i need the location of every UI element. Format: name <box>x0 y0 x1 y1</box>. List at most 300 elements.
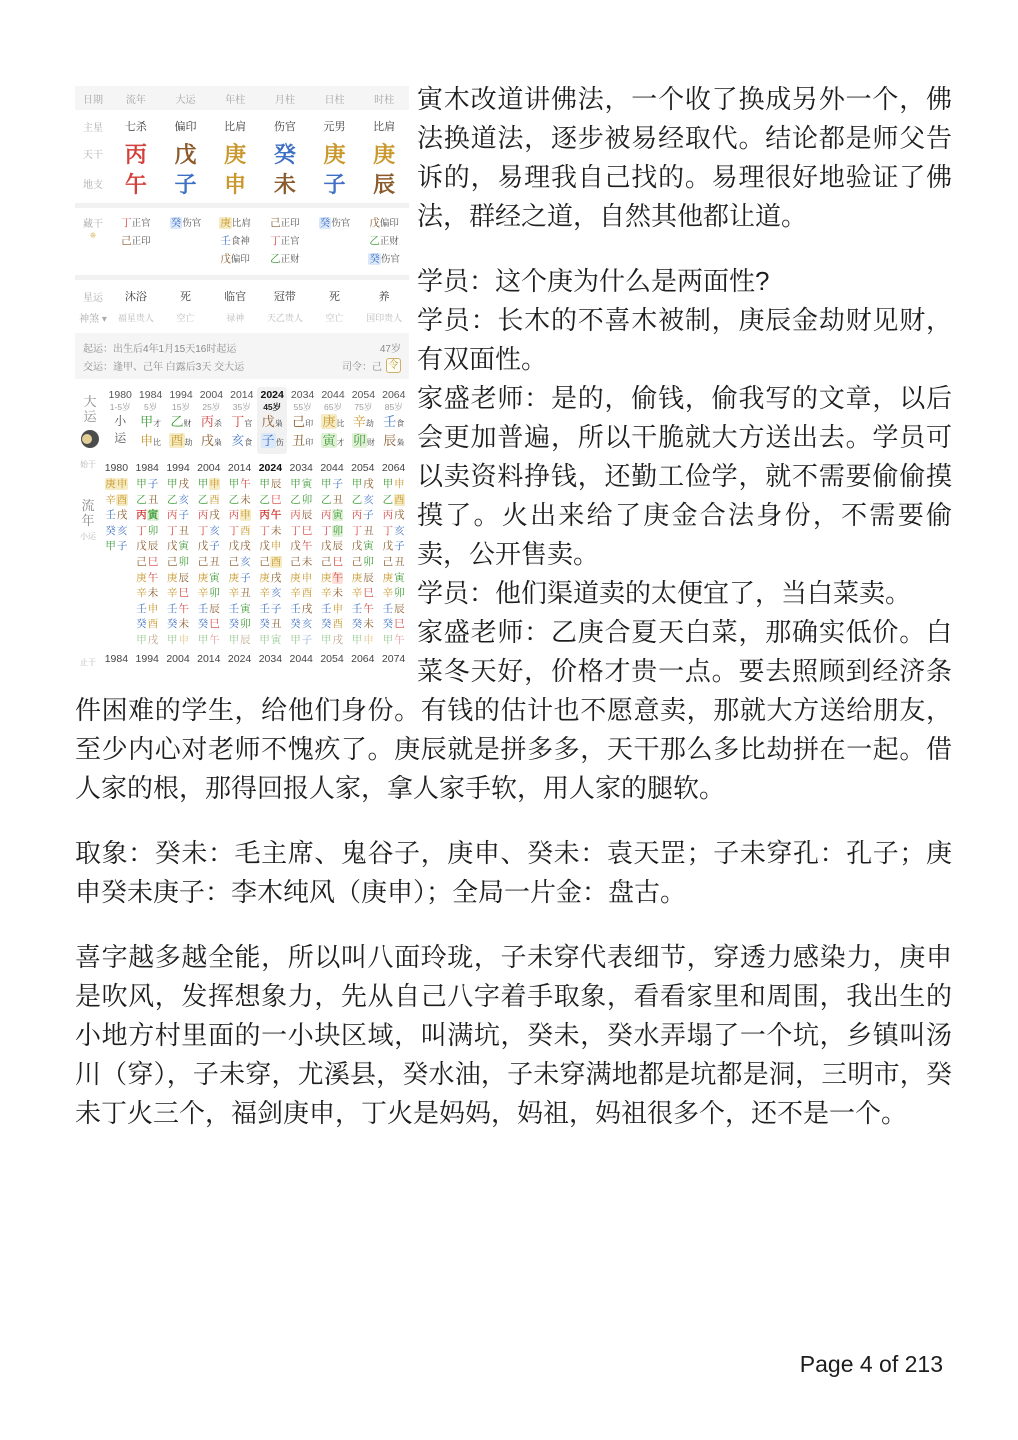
dayun-age: 45岁 <box>263 402 282 412</box>
column-header: 流年 <box>125 94 146 106</box>
ganzhi-branch: 酉 <box>147 618 159 631</box>
liunian-year: 1980 <box>104 462 129 474</box>
stem-char: 癸 <box>319 217 331 229</box>
liunian-cell <box>286 508 317 524</box>
liunian-cell <box>317 555 348 571</box>
dayun-column <box>379 387 409 454</box>
dayun-age: 5岁 <box>143 402 158 412</box>
ganzhi-branch: 戌 <box>301 602 313 615</box>
ganzhi-stem: 甲 <box>166 478 178 490</box>
liunian-cell <box>101 633 132 649</box>
ten-god-name: 比肩 <box>231 218 251 229</box>
ganzhi-branch: 丑 <box>147 493 159 506</box>
qiyun-text: 起运：出生后4年1月15天16时起运 <box>83 343 237 355</box>
ganzhi-stem: 庚 <box>136 571 147 584</box>
deity-name: 天乙贵人 <box>266 312 303 323</box>
ten-god-tag: 财 <box>183 419 192 428</box>
ten-god-tag: 财 <box>366 438 375 447</box>
ganzhi-stem: 壬 <box>166 602 178 615</box>
hidden-stem-entry <box>121 233 151 250</box>
ganzhi-branch: 未 <box>178 618 189 631</box>
liunian-year: 2054 <box>351 462 375 474</box>
liunian-cell <box>101 571 132 587</box>
ganzhi-char: 甲 <box>140 414 154 429</box>
dayun-year: 1994 <box>169 389 193 401</box>
ganzhi-stem: 辛 <box>105 493 116 506</box>
section-divider <box>75 275 409 280</box>
ganzhi-branch: 亥 <box>363 493 374 506</box>
liunian-cell <box>193 539 224 555</box>
liunian-cell <box>193 602 224 618</box>
ganzhi-branch: 寅 <box>147 509 159 522</box>
page-footer <box>800 1351 943 1378</box>
liunian-cell <box>163 555 194 571</box>
column-header: 大运 <box>175 94 196 106</box>
paragraph: 取象：癸未：毛主席、鬼谷子，庚申、癸未：袁天罡；子未穿孔：孔子；庚申癸未庚子：李木纯风（庚申）；全局一片金：盘古。 <box>75 838 952 907</box>
column-header: 日期 <box>83 94 103 106</box>
ganzhi-stem: 乙 <box>320 493 332 506</box>
hidden-stems-cell <box>310 215 360 232</box>
ganzhi-branch: 辰 <box>363 571 374 584</box>
liunian-year: 2064 <box>381 462 406 474</box>
liunian-cell <box>193 586 224 602</box>
dayun-ganzhi <box>227 413 257 432</box>
ganzhi-stem: 癸 <box>105 524 116 537</box>
liunian-cell <box>224 524 255 540</box>
ganzhi-branch: 亥 <box>178 493 189 506</box>
liunian-cell <box>163 571 194 587</box>
ganzhi-stem: 甲 <box>259 478 270 490</box>
ganzhi-stem: 辛 <box>136 587 147 600</box>
liunian-cell <box>224 571 255 587</box>
annual-luck-section <box>75 460 409 668</box>
dayun-column <box>166 387 196 454</box>
starts-at-label: 始于 <box>80 460 96 469</box>
liunian-cell <box>163 602 194 618</box>
ganzhi-branch: 寅 <box>209 571 220 584</box>
liunian-end-year: 2054 <box>320 652 344 665</box>
ganzhi-stem: 癸 <box>136 618 147 631</box>
ganzhi-stem: 丁 <box>259 524 270 537</box>
hidden-stems-row <box>75 213 409 270</box>
deity-name: 国印贵人 <box>366 312 403 323</box>
ganzhi-stem: 甲 <box>136 633 147 646</box>
ganzhi-branch: 申 <box>240 509 251 522</box>
ganzhi-branch: 丑 <box>240 587 251 600</box>
ganzhi-stem: 己 <box>166 555 178 568</box>
ganzhi-stem: 癸 <box>351 618 363 631</box>
xiaoyun-char: 运 <box>114 431 127 445</box>
ganzhi-branch: 寅 <box>178 540 189 553</box>
ganzhi-branch: 未 <box>363 618 374 631</box>
ganzhi-stem: 辛 <box>166 587 178 600</box>
ganzhi-stem: 己 <box>320 555 332 568</box>
liunian-cell <box>132 602 163 618</box>
ganzhi-stem: 庚 <box>105 478 116 490</box>
toggle-icon <box>81 430 99 448</box>
major-luck-section <box>75 387 409 454</box>
ganzhi-branch: 戌 <box>116 509 128 522</box>
liunian-cell <box>347 586 378 602</box>
ganzhi-stem: 己 <box>351 555 363 568</box>
liunian-cell <box>255 586 286 602</box>
liunian-cell <box>378 508 409 524</box>
liunian-cell <box>347 524 378 540</box>
liunian-cell <box>255 617 286 633</box>
ganzhi-branch: 申 <box>147 602 159 615</box>
liunian-cell <box>378 477 409 493</box>
ganzhi-branch: 亥 <box>394 524 405 537</box>
dayun-column <box>105 387 135 454</box>
ganzhi-branch: 巳 <box>178 587 189 600</box>
stem-char: 庚 <box>220 217 231 229</box>
dayun-age: 65岁 <box>324 402 342 412</box>
ganzhi-branch: 亥 <box>240 555 251 568</box>
liunian-cell <box>101 617 132 633</box>
ten-god-tag: 枭 <box>396 438 405 447</box>
ganzhi-char: 子 <box>261 433 275 448</box>
ten-god-tag: 食 <box>244 438 253 447</box>
main-star: 比肩 <box>224 121 247 133</box>
ganzhi-stem: 壬 <box>382 602 394 615</box>
hidden-stems-cell <box>111 215 161 250</box>
ganzhi-char: 庚 <box>322 414 336 429</box>
luck-start-box <box>75 333 409 379</box>
ganzhi-stem: 癸 <box>320 618 332 631</box>
stem-char: 乙 <box>270 253 281 265</box>
paragraph: 喜字越多越全能，所以叫八面玲珑，子未穿代表细节，穿透力感染力，庚申是吹风，发挥想象力，先从自己八字着手取象，看看家里和周围，我出生的小地方村里面的一小块区域，叫满坑，癸未，癸水弄塌了一个坑，乡镇叫汤川（穿），子未穿，尤溪县，癸水油，子未穿满地都是坑都是洞，三明市，癸未丁火三个，福剑庚申，丁火是妈妈，妈祖，妈祖很多个，还不是一个。 <box>75 942 952 1128</box>
earthly-branch: 午 <box>124 172 147 197</box>
ganzhi-stem: 乙 <box>351 493 363 506</box>
current-age: 47岁 <box>379 343 401 355</box>
ganzhi-stem: 丁 <box>197 524 209 537</box>
stem-char: 壬 <box>220 235 231 247</box>
liunian-cell <box>378 617 409 633</box>
ganzhi-stem: 辛 <box>290 587 301 600</box>
ganzhi-stem: 甲 <box>290 633 301 646</box>
dayun-column <box>227 387 257 454</box>
liunian-column <box>317 460 348 668</box>
ganzhi-stem: 己 <box>197 555 209 568</box>
main-star: 偏印 <box>174 121 197 133</box>
ganzhi-stem: 甲 <box>351 633 363 646</box>
liunian-column <box>163 460 194 668</box>
row-label: 天干 <box>83 150 103 161</box>
seal-icon: 令 <box>386 358 401 373</box>
dayun-ganzhi <box>318 413 348 432</box>
dayun-label: 大 运 <box>83 393 97 424</box>
ganzhi-stem: 甲 <box>166 633 178 646</box>
ganzhi-stem: 戊 <box>228 540 240 553</box>
ganzhi-stem: 壬 <box>290 602 301 615</box>
dayun-age: 55岁 <box>293 402 312 412</box>
dayun-year: 1984 <box>138 389 163 401</box>
liunian-cell <box>132 617 163 633</box>
ganzhi-branch: 未 <box>270 524 282 537</box>
dayun-ganzhi <box>135 413 165 432</box>
stem-char: 己 <box>270 217 281 229</box>
ganzhi-stem: 乙 <box>136 493 147 506</box>
ganzhi-branch: 午 <box>178 602 189 615</box>
liunian-cell <box>286 555 317 571</box>
ganzhi-stem: 庚 <box>320 571 332 584</box>
ganzhi-branch: 酉 <box>332 618 343 631</box>
liunian-cell <box>255 539 286 555</box>
ganzhi-branch: 戌 <box>394 509 405 522</box>
heavenly-stem: 癸 <box>273 142 296 167</box>
deities-row <box>75 307 409 327</box>
ten-god-tag: 才 <box>336 438 345 447</box>
liunian-cell <box>255 571 286 587</box>
ganzhi-branch: 丑 <box>363 524 374 537</box>
ganzhi-char: 丑 <box>292 433 306 448</box>
liunian-cell <box>317 571 348 587</box>
liunian-cell <box>224 586 255 602</box>
liunian-cell <box>101 602 132 618</box>
paragraph: 家盛老师：乙庚合夏天白菜，那确实低价。白菜冬天好，价格才贵一点。要去照顾到经济条件困难的学生，给他们身份。有钱的估计也不愿意卖，那就大方送给朋友，至少内心对老师不愧疚了。庚辰就是拼多多，天干那么多比劫拼在一起。借人家的根，那得回报人家，拿人家手软，用人家的腿软。 <box>75 617 952 803</box>
life-stage: 临官 <box>224 291 247 303</box>
column-header: 日柱 <box>324 94 345 106</box>
liunian-cell <box>378 493 409 509</box>
dayun-year: 2004 <box>199 389 224 401</box>
hidden-stem-entry <box>220 233 250 250</box>
ten-god-tag: 枭 <box>213 438 222 447</box>
liunian-cell <box>347 493 378 509</box>
ganzhi-branch: 亥 <box>270 587 282 600</box>
dayun-column <box>135 387 165 454</box>
dayun-ganzhi <box>227 432 257 451</box>
ten-god-name: 伤官 <box>331 218 351 229</box>
ganzhi-char: 寅 <box>322 433 336 448</box>
ganzhi-stem: 丁 <box>136 524 147 537</box>
dayun-year: 2054 <box>351 389 376 401</box>
ganzhi-branch: 丑 <box>178 524 189 537</box>
ganzhi-branch: 寅 <box>363 540 374 553</box>
liunian-cell <box>132 493 163 509</box>
ten-god-name: 正印 <box>280 218 300 229</box>
deity-name: 禄神 <box>226 312 245 323</box>
liunian-cell <box>101 524 132 540</box>
ten-god-name: 偏印 <box>379 218 399 229</box>
liunian-cell <box>224 602 255 618</box>
liunian-cell <box>255 555 286 571</box>
ganzhi-stem: 甲 <box>320 478 332 490</box>
main-star: 比肩 <box>373 121 396 133</box>
ganzhi-stem: 庚 <box>351 571 363 584</box>
liunian-cell <box>132 477 163 493</box>
ganzhi-branch: 巳 <box>332 555 343 568</box>
hidden-stem-entry <box>368 251 400 268</box>
ganzhi-stem: 辛 <box>351 587 363 600</box>
liunian-cell <box>193 617 224 633</box>
ganzhi-branch: 子 <box>270 602 282 615</box>
ganzhi-branch: 子 <box>178 509 189 522</box>
liunian-column <box>378 460 409 668</box>
hidden-stems-cell <box>260 215 310 268</box>
hidden-stem-entry <box>369 233 399 250</box>
dayun-ganzhi <box>287 413 317 432</box>
ganzhi-stem: 丙 <box>136 509 147 522</box>
ganzhi-stem: 戊 <box>197 540 209 553</box>
ten-god-name: 伤官 <box>182 218 202 229</box>
ganzhi-branch: 申 <box>301 571 313 584</box>
ganzhi-branch: 午 <box>270 509 282 522</box>
ganzhi-stem: 癸 <box>290 618 301 631</box>
ten-god-name: 偏印 <box>230 254 250 265</box>
liunian-end-year: 2004 <box>166 652 190 665</box>
liunian-cell <box>255 524 286 540</box>
ganzhi-branch: 巳 <box>209 618 220 631</box>
ganzhi-stem: 壬 <box>197 602 209 615</box>
liunian-cell <box>317 524 348 540</box>
ten-god-tag: 才 <box>153 419 162 428</box>
chart-header-row <box>75 86 409 110</box>
dayun-column <box>348 387 378 454</box>
ten-god-name: 正财 <box>280 254 300 265</box>
main-star: 伤官 <box>273 121 296 133</box>
ganzhi-stem: 丁 <box>228 524 240 537</box>
liunian-year: 1994 <box>166 462 190 474</box>
ganzhi-stem: 壬 <box>105 509 116 522</box>
ganzhi-branch: 申 <box>270 540 282 553</box>
life-stage: 养 <box>378 291 390 303</box>
liunian-cell <box>378 524 409 540</box>
deity-name: 空亡 <box>325 312 344 323</box>
column-header: 年柱 <box>225 94 246 106</box>
liunian-cell <box>317 633 348 649</box>
stem-char: 癸 <box>369 253 380 265</box>
ganzhi-stem: 乙 <box>290 493 301 506</box>
ganzhi-branch: 酉 <box>270 555 282 568</box>
ganzhi-stem: 己 <box>136 555 147 568</box>
ganzhi-stem: 癸 <box>228 618 240 631</box>
ten-god-name: 正官 <box>280 236 300 247</box>
row-label: 星运 <box>83 292 103 304</box>
liunian-cell <box>193 508 224 524</box>
dayun-ganzhi <box>287 432 317 451</box>
liunian-cell <box>317 602 348 618</box>
ganzhi-stem: 戊 <box>136 540 147 553</box>
ganzhi-branch: 卯 <box>178 555 189 568</box>
ganzhi-branch: 戌 <box>147 633 159 646</box>
jiaoyun-text: 交运：逢甲、己年 白露后3天 交大运 <box>83 361 245 373</box>
liunian-cell <box>347 633 378 649</box>
dayun-column <box>196 387 226 454</box>
ganzhi-branch: 午 <box>394 633 405 646</box>
bazi-chart-screenshot <box>75 86 409 668</box>
ganzhi-stem: 戊 <box>166 540 178 553</box>
ganzhi-stem: 己 <box>290 555 301 568</box>
earthly-branch: 申 <box>224 172 247 197</box>
dayun-age: 15岁 <box>172 402 190 412</box>
life-stage: 冠带 <box>273 291 296 303</box>
ganzhi-branch: 子 <box>301 633 313 646</box>
liunian-rail <box>75 460 101 668</box>
liunian-cell <box>378 555 409 571</box>
ganzhi-stem: 戊 <box>351 540 363 553</box>
liunian-year: 2024 <box>258 462 283 474</box>
dayun-ganzhi <box>379 432 409 451</box>
liunian-cell <box>132 633 163 649</box>
ganzhi-stem: 丙 <box>351 509 363 522</box>
ganzhi-branch: 申 <box>209 478 220 490</box>
ten-god-name: 食神 <box>230 236 250 247</box>
liunian-cell <box>317 586 348 602</box>
ganzhi-stem: 丙 <box>382 509 394 522</box>
ganzhi-branch: 子 <box>363 509 374 522</box>
liunian-cell <box>224 617 255 633</box>
month-commander: 司令：己 <box>342 361 382 373</box>
ganzhi-char: 乙 <box>170 414 184 429</box>
ganzhi-branch: 巳 <box>394 618 405 631</box>
liunian-cell <box>317 617 348 633</box>
liunian-cell <box>101 555 132 571</box>
ganzhi-char: 己 <box>292 414 306 429</box>
liunian-cell <box>132 555 163 571</box>
ganzhi-branch: 未 <box>147 587 159 600</box>
heavenly-stem: 庚 <box>224 142 247 167</box>
ganzhi-stem: 丁 <box>166 524 178 537</box>
ganzhi-stem: 甲 <box>136 478 147 490</box>
ganzhi-branch: 戌 <box>240 540 251 553</box>
ganzhi-stem: 庚 <box>228 571 240 584</box>
ganzhi-branch: 戌 <box>178 478 189 490</box>
ganzhi-stem: 庚 <box>197 571 209 584</box>
ganzhi-stem: 辛 <box>228 587 240 600</box>
ten-god-tag: 印 <box>305 419 314 428</box>
ganzhi-branch: 巳 <box>147 555 159 568</box>
ganzhi-branch: 午 <box>147 571 159 584</box>
ganzhi-branch: 亥 <box>116 524 128 537</box>
ten-god-tag: 劫 <box>184 438 193 447</box>
main-star: 七杀 <box>124 121 147 133</box>
ganzhi-stem: 丁 <box>351 524 363 537</box>
liunian-end-year: 1984 <box>104 652 129 665</box>
liunian-cell <box>163 586 194 602</box>
ganzhi-stem: 甲 <box>105 540 116 553</box>
ganzhi-branch: 辰 <box>209 602 220 615</box>
liunian-cell <box>224 477 255 493</box>
liunian-cell <box>347 617 378 633</box>
hidden-stem-entry <box>270 215 300 232</box>
liunian-column <box>101 460 132 668</box>
liunian-cell <box>101 586 132 602</box>
liunian-cell <box>347 508 378 524</box>
ganzhi-branch: 丑 <box>332 493 343 506</box>
liunian-cell <box>347 539 378 555</box>
paragraph: 学员：他们渠道卖的太便宜了，当白菜卖。 <box>417 578 912 608</box>
ganzhi-stem: 乙 <box>197 493 209 506</box>
ganzhi-stem: 壬 <box>136 602 147 615</box>
stem-char: 丁 <box>270 235 281 247</box>
liunian-cell <box>317 539 348 555</box>
dayun-ganzhi <box>166 413 196 432</box>
life-stage-row <box>75 285 409 307</box>
liunian-cell <box>163 508 194 524</box>
column-header: 月柱 <box>274 94 295 106</box>
ganzhi-stem: 甲 <box>259 633 270 646</box>
ganzhi-stem: 丙 <box>290 509 301 522</box>
liunian-cell <box>378 586 409 602</box>
ten-god-name: 正官 <box>131 218 151 229</box>
liunian-cell <box>193 633 224 649</box>
liunian-cell <box>163 477 194 493</box>
heavenly-stem: 丙 <box>124 142 147 167</box>
ganzhi-stem: 丁 <box>382 524 394 537</box>
liunian-year: 2034 <box>289 462 313 474</box>
row-label: 地支 <box>83 180 103 191</box>
ganzhi-stem: 庚 <box>290 571 301 584</box>
